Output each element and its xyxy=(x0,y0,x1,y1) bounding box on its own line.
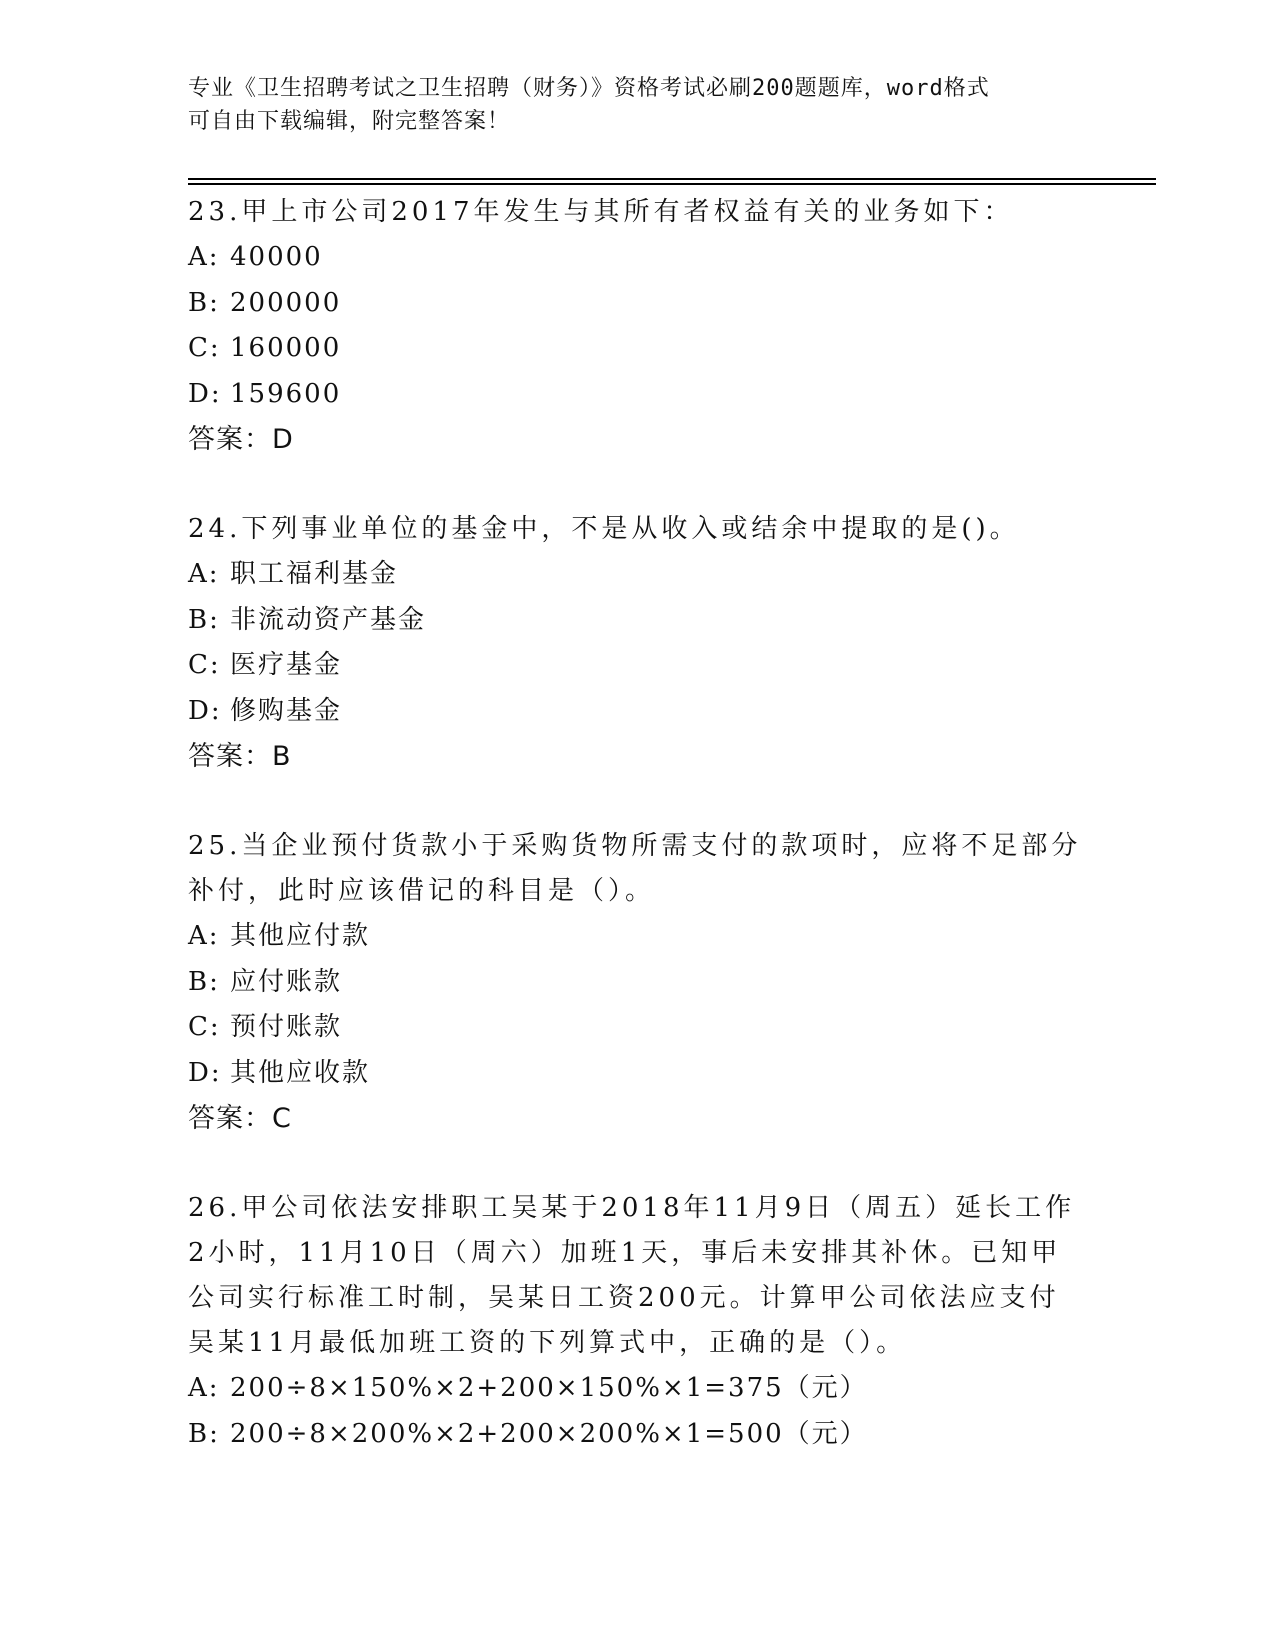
option-b xyxy=(188,960,1088,1006)
question-26 xyxy=(188,1186,1088,1457)
option-d xyxy=(188,1051,1088,1097)
option-letter: B: xyxy=(188,1418,220,1449)
option-text: 200÷8×150%×2+200×150%×1=375（元） xyxy=(230,1373,868,1403)
option-letter: B: xyxy=(188,604,220,635)
document-header xyxy=(188,72,1088,138)
question-text: 26.甲公司依法安排职工吴某于2018年11月9日（周五）延长工作2小时，11月10日（周六）加班1天，事后未安排其补休。已知甲公司实行标准工时制，吴某日工资200元。计算甲公司依法应支付吴某11月最低加班工资的下列算式中，正确的是（）。 xyxy=(188,1193,1076,1358)
header-line-2: 可自由下载编辑，附完整答案！ xyxy=(188,109,511,134)
question-23 xyxy=(188,190,1088,462)
option-letter: C: xyxy=(188,333,221,363)
question-24 xyxy=(188,507,1088,779)
option-a xyxy=(188,1366,1088,1412)
header-divider-bottom xyxy=(188,183,1156,185)
option-letter: C: xyxy=(188,650,221,680)
option-a xyxy=(188,914,1088,960)
option-a xyxy=(188,235,1088,281)
option-letter: D: xyxy=(188,378,222,409)
option-text: 应付账款 xyxy=(230,966,343,997)
option-letter: A: xyxy=(188,1373,220,1403)
option-text: 200÷8×200%×2+200×200%×1=500（元） xyxy=(230,1418,868,1449)
option-text: 160000 xyxy=(230,333,342,363)
option-b xyxy=(188,1412,1088,1458)
option-letter: D: xyxy=(188,695,222,726)
answer-line: 答案：D xyxy=(188,424,294,455)
question-text: 24.下列事业单位的基金中，不是从收入或结余中提取的是()。 xyxy=(188,514,1020,544)
option-letter: A: xyxy=(188,242,220,272)
option-text: 非流动资产基金 xyxy=(230,604,427,635)
option-d xyxy=(188,372,1088,418)
option-text: 医疗基金 xyxy=(230,650,343,680)
question-25 xyxy=(188,824,1088,1141)
option-b xyxy=(188,598,1088,644)
option-text: 修购基金 xyxy=(230,695,343,726)
option-text: 200000 xyxy=(230,287,342,318)
option-a xyxy=(188,552,1088,598)
option-letter: A: xyxy=(188,921,220,951)
option-text: 其他应付款 xyxy=(230,921,371,951)
option-text: 职工福利基金 xyxy=(230,559,399,589)
question-list xyxy=(188,190,1088,1502)
option-b xyxy=(188,281,1088,327)
option-letter: B: xyxy=(188,966,220,997)
option-letter: B: xyxy=(188,287,220,318)
option-text: 159600 xyxy=(230,378,342,409)
option-c xyxy=(188,1005,1088,1051)
option-c xyxy=(188,643,1088,689)
option-text: 其他应收款 xyxy=(230,1057,371,1088)
answer-line: 答案：C xyxy=(188,1103,292,1134)
question-text: 25.当企业预付货款小于采购货物所需支付的款项时，应将不足部分补付，此时应该借记的科目是（）。 xyxy=(188,831,1082,906)
option-text: 预付账款 xyxy=(230,1012,343,1042)
option-d xyxy=(188,689,1088,735)
option-c xyxy=(188,326,1088,372)
header-line-1: 专业《卫生招聘考试之卫生招聘（财务）》资格考试必刷200题题库，word格式 xyxy=(188,76,990,101)
option-letter: A: xyxy=(188,559,220,589)
option-text: 40000 xyxy=(230,242,323,272)
header-divider-top xyxy=(188,178,1156,180)
answer-line: 答案：B xyxy=(188,741,292,772)
option-letter: C: xyxy=(188,1012,221,1042)
question-text: 23.甲上市公司2017年发生与其所有者权益有关的业务如下： xyxy=(188,197,1014,227)
option-letter: D: xyxy=(188,1057,222,1088)
